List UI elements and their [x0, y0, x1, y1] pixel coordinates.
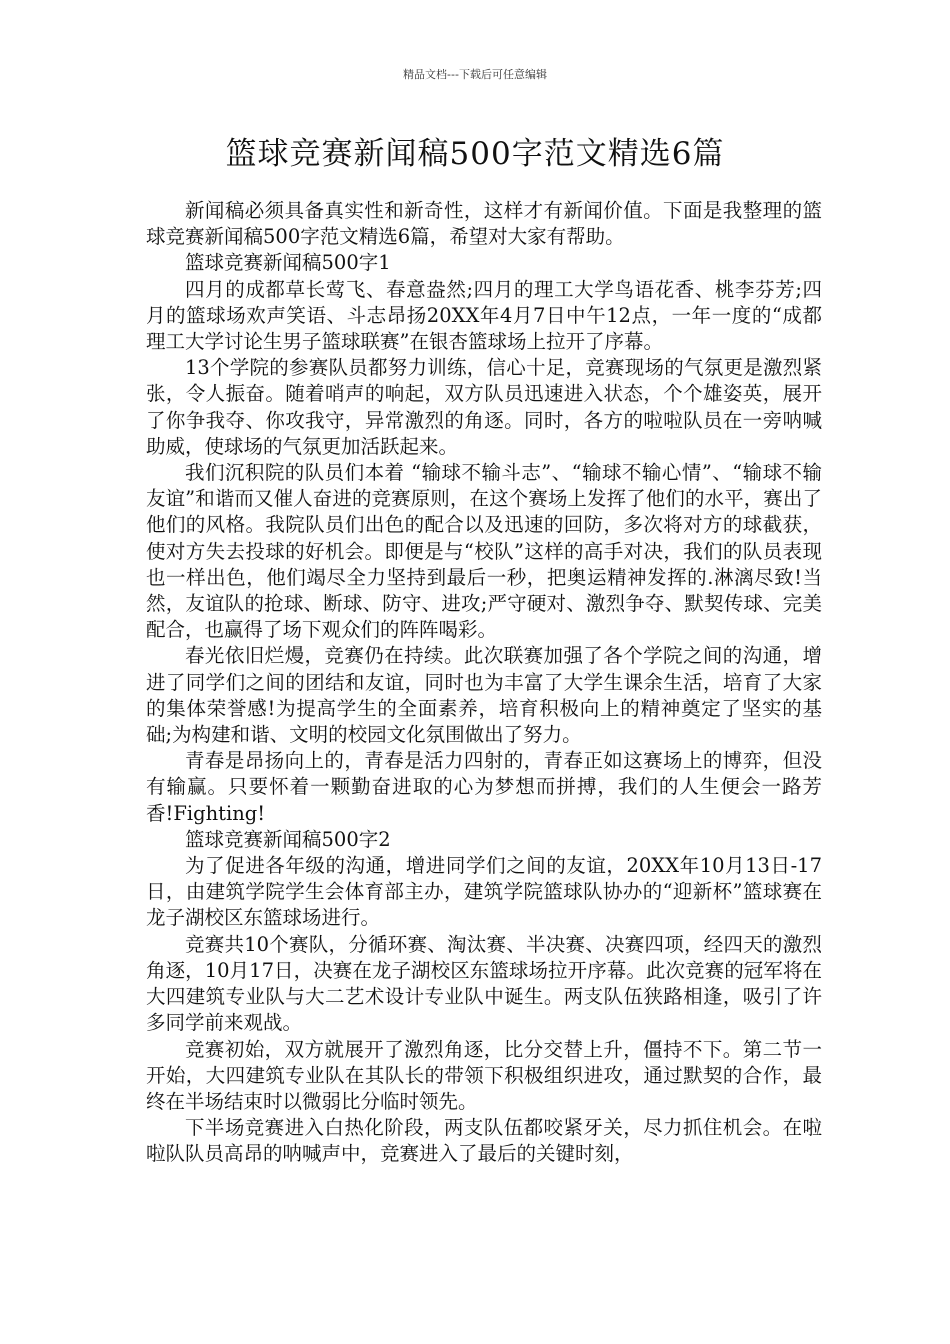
body-paragraph: 青春是昂扬向上的，青春是活力四射的，青春正如这赛场上的博弈，但没有输赢。只要怀着一颗勤奋进取的心为梦想而拼搏，我们的人生便会一路芳香!Fighting! — [146, 749, 822, 825]
document-body — [146, 198, 822, 1168]
body-paragraph: 下半场竞赛进入白热化阶段，两支队伍都咬紧牙关，尽力抓住机会。在啦啦队队员高昂的呐喊声中，竞赛进入了最后的关键时刻， — [146, 1116, 822, 1166]
intro-paragraph: 新闻稿必须具备真实性和新奇性，这样才有新闻价值。下面是我整理的篮球竞赛新闻稿500字范文精选6篇，希望对大家有帮助。 — [146, 199, 822, 249]
page-header-note: 精品文档---下载后可任意编辑 — [403, 68, 547, 81]
section-heading-1: 篮球竞赛新闻稿500字1 — [185, 251, 391, 275]
body-paragraph: 四月的成都草长莺飞、春意盎然;四月的理工大学鸟语花香、桃李芬芳;四月的篮球场欢声笑语、斗志昂扬20XX年4月7日中午12点，一年一度的“成都理工大学讨论生男子篮球联赛”在银杏篮球场上拉开了序幕。 — [146, 277, 822, 354]
body-paragraph: 竞赛初始，双方就展开了激烈角逐，比分交替上升，僵持不下。第二节一开始，大四建筑专业队在其队长的带领下积极组织进攻，通过默契的合作，最终在半场结束时以微弱比分临时领先。 — [146, 1037, 822, 1113]
body-paragraph: 13个学院的参赛队员都努力训练，信心十足，竞赛现场的气氛更是激烈紧张，令人振奋。随着哨声的响起，双方队员迅速进入状态，个个雄姿英，展开了你争我夺、你攻我守，异常激烈的角逐。同时，各方的啦啦队员在一旁呐喊助威，使球场的气氛更加活跃起来。 — [146, 356, 822, 458]
body-paragraph: 春光依旧烂熳，竞赛仍在持续。此次联赛加强了各个学院之间的沟通，增进了同学们之间的团结和友谊，同时也为丰富了大学生课余生活，培育了大家的集体荣誉感!为提高学生的全面素养，培育积极向上的精神奠定了坚实的基础;为构建和谐、文明的校园文化氛围做出了努力。 — [146, 644, 822, 747]
body-paragraph: 为了促进各年级的沟通，增进同学们之间的友谊，20XX年10月13日-17日，由建筑学院学生会体育部主办，建筑学院篮球队协办的“迎新杯”篮球赛在龙子湖校区东篮球场进行。 — [146, 854, 822, 930]
body-paragraph: 竞赛共10个赛队，分循环赛、淘汰赛、半决赛、决赛四项，经四天的激烈角逐，10月17日，决赛在龙子湖校区东篮球场拉开序幕。此次竞赛的冠军将在大四建筑专业队与大二艺术设计专业队中诞生。两支队伍狭路相逢，吸引了许多同学前来观战。 — [146, 932, 822, 1035]
body-paragraph: 我们沉积院的队员们本着 “输球不输斗志”、“输球不输心情”、“输球不输友谊”和谐而又催人奋进的竞赛原则，在这个赛场上发挥了他们的水平，赛出了他们的风格。我院队员们出色的配合以及迅速的回防，多次将对方的球截获，使对方失去投球的好机会。即便是与“校队”这样的高手对决，我们的队员表现也一样出色，他们竭尽全力坚持到最后一秒，把奥运精神发挥的.淋漓尽致!当然，友谊队的抢球、断球、防守、进攻;严守硬对、激烈争夺、默契传球、完美配合，也赢得了场下观众们的阵阵喝彩。 — [146, 461, 822, 642]
document-title: 篮球竞赛新闻稿500字范文精选6篇 — [225, 136, 725, 172]
section-heading-2: 篮球竞赛新闻稿500字2 — [185, 827, 391, 851]
